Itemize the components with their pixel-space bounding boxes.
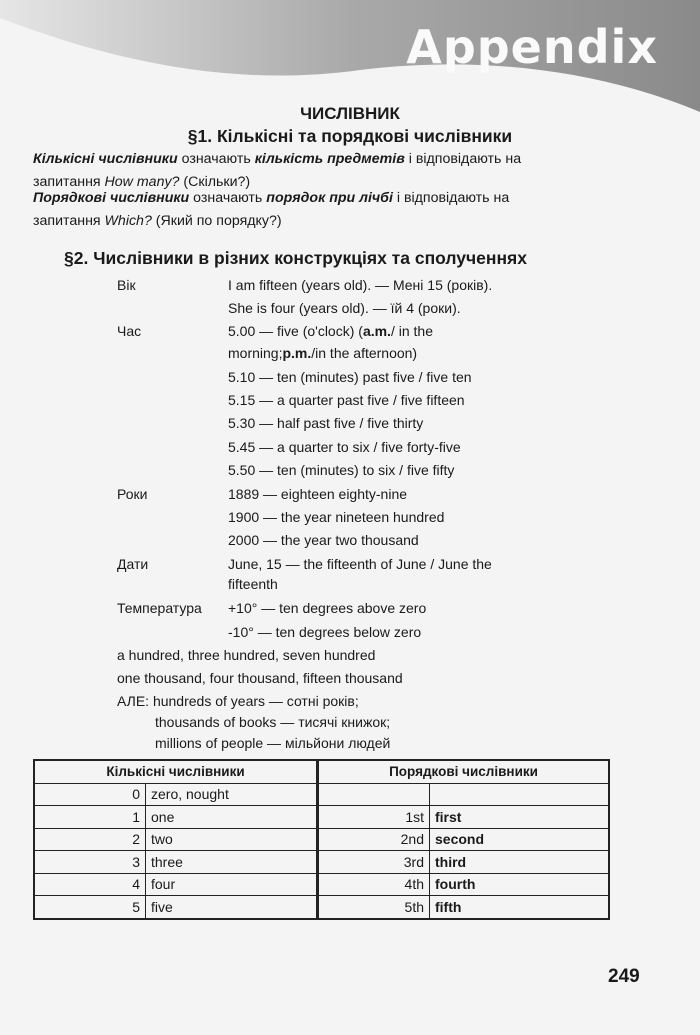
section-2-heading: §2. Числівники в різних конструкціях та сполученнях — [64, 248, 527, 268]
time-line: 5.10 — ten (minutes) past five / five ten — [228, 369, 472, 385]
table-row — [34, 873, 609, 896]
time-line — [228, 345, 648, 361]
text: / in the — [390, 323, 433, 339]
ordinal-word — [430, 783, 610, 806]
ordinal-number — [318, 783, 430, 806]
text: 5.00 — five (o'clock) ( — [228, 323, 363, 339]
cardinal-number: 1 — [34, 806, 146, 829]
dates-line: June, 15 — the fifteenth of June / June the — [228, 556, 492, 572]
table-row — [34, 828, 609, 851]
term-bold: кількість предметів — [254, 151, 405, 167]
text: (Скільки?) — [179, 173, 251, 190]
ordinal-number: 3rd — [318, 851, 430, 874]
table-header-row — [34, 760, 609, 783]
temp-line: +10° — ten degrees above zero — [228, 600, 427, 616]
ordinal-number: 4th — [318, 873, 430, 896]
banner-title: Appendix — [406, 20, 658, 74]
label-age: Вік — [117, 277, 136, 293]
text: /in the afternoon) — [311, 345, 418, 361]
cardinal-word: two — [146, 828, 318, 851]
table-row — [34, 851, 609, 874]
term-bold: порядок при лічбі — [266, 190, 393, 206]
table-row — [34, 806, 609, 829]
ordinal-number: 2nd — [318, 828, 430, 851]
section-1-heading: §1. Кількісні та порядкові числівники — [187, 126, 513, 146]
time-line — [228, 323, 648, 339]
cardinal-number: 0 — [34, 783, 146, 806]
text: означають — [189, 190, 267, 206]
ordinal-number: 1st — [318, 806, 430, 829]
age-line: I am fifteen (years old). — Мені 15 (років). — [228, 277, 493, 293]
years-line: 2000 — the year two thousand — [228, 532, 419, 548]
table-row — [34, 896, 609, 919]
text: і відповідають на — [392, 190, 510, 206]
temp-line: -10° — ten degrees below zero — [228, 624, 422, 640]
time-line: 5.45 — a quarter to six / five forty-five — [228, 439, 461, 455]
text-bold: a.m. — [362, 323, 391, 339]
years-line: 1900 — the year nineteen hundred — [228, 509, 445, 525]
time-line: 5.15 — a quarter past five / five fifteen — [228, 392, 465, 408]
paragraph-ordinal — [33, 187, 663, 232]
years-line: 1889 — eighteen eighty-nine — [228, 486, 408, 502]
text-bold: p.m. — [282, 345, 312, 361]
cardinal-number: 2 — [34, 828, 146, 851]
ale-line: millions of people — мільйони людей — [155, 735, 391, 751]
ordinal-number: 5th — [318, 896, 430, 919]
ordinal-word: second — [430, 828, 610, 851]
ale-line: АЛЕ: hundreds of years — сотні років; — [117, 693, 359, 709]
hundreds-line: a hundred, three hundred, seven hundred — [117, 647, 376, 663]
ordinal-word: third — [430, 851, 610, 874]
cardinal-word: five — [146, 896, 318, 919]
ordinal-word: first — [430, 806, 610, 829]
question: Which? — [104, 212, 152, 229]
time-line: 5.50 — ten (minutes) to six / five fifty — [228, 462, 455, 478]
thousands-line: one thousand, four thousand, fifteen thousand — [117, 670, 403, 686]
cardinal-word: four — [146, 873, 318, 896]
cardinal-number: 5 — [34, 896, 146, 919]
text: morning; — [228, 345, 283, 361]
page-number: 249 — [608, 966, 640, 987]
ordinal-word: fourth — [430, 873, 610, 896]
age-line: She is four (years old). — їй 4 (роки). — [228, 300, 461, 316]
text: і відповідають на — [404, 151, 522, 167]
cardinal-number: 3 — [34, 851, 146, 874]
text: запитання — [33, 212, 105, 229]
time-line: 5.30 — half past five / five thirty — [228, 415, 424, 431]
cardinal-number: 4 — [34, 873, 146, 896]
dates-line: fifteenth — [228, 576, 278, 592]
cardinal-word: three — [146, 851, 318, 874]
label-years: Роки — [117, 486, 148, 502]
label-time: Час — [117, 323, 142, 339]
term: Кількісні числівники — [33, 151, 178, 167]
text: (Який по порядку?) — [151, 212, 282, 229]
label-temperature: Температура — [117, 600, 202, 616]
label-dates: Дати — [117, 556, 149, 572]
numerals-table — [33, 759, 610, 920]
cardinal-word: zero, nought — [146, 783, 318, 806]
page-title: ЧИСЛІВНИК — [300, 104, 400, 123]
ale-line: thousands of books — тисячі книжок; — [155, 714, 391, 730]
text: означають — [177, 151, 255, 167]
header-cardinal: Кількісні числівники — [34, 760, 318, 783]
table-row — [34, 783, 609, 806]
question: How many? — [104, 173, 180, 190]
ordinal-word: fifth — [430, 896, 610, 919]
text: запитання — [33, 173, 105, 190]
table-body — [34, 783, 609, 919]
term: Порядкові числівники — [33, 190, 190, 206]
cardinal-word: one — [146, 806, 318, 829]
header-ordinal: Порядкові числівники — [318, 760, 610, 783]
